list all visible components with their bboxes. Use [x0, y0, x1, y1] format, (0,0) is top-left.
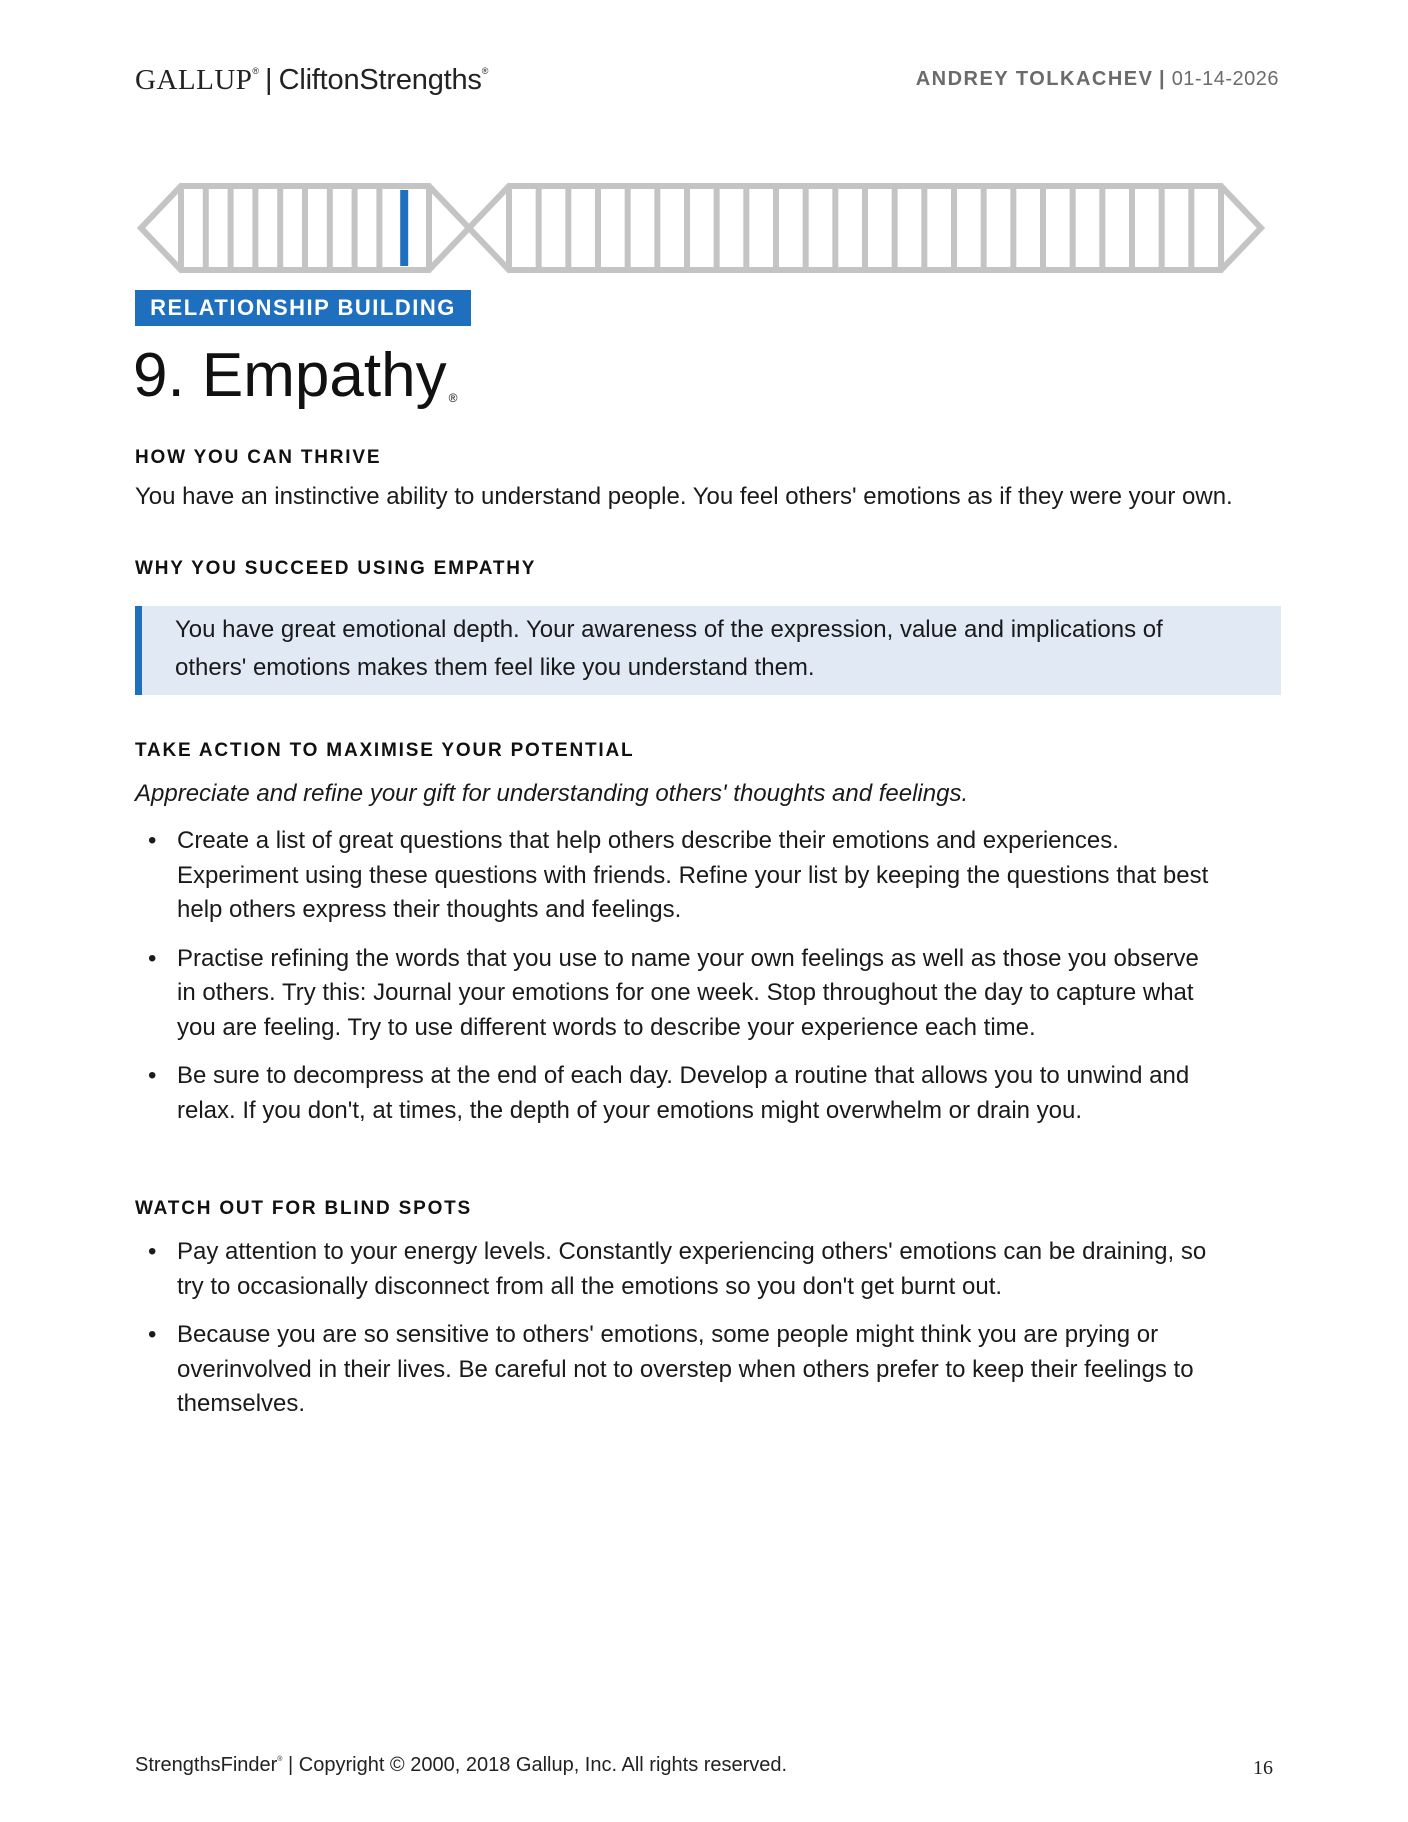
list-item-text: Pay attention to your energy levels. Constantly experiencing others' emotions can be draining, so try to occasionally disconnect from all the emotions so you don't get burnt out.: [177, 1238, 1207, 1300]
action-list: [135, 824, 1215, 1142]
theme-title-text: 9. Empathy: [133, 341, 447, 410]
list-item: [135, 942, 1215, 1046]
theme-title: [133, 336, 458, 416]
list-item-text: Practise refining the words that you use to name your own feelings as well as those you observe in others. Try this: Journal your emotions for one week. Stop throughout the day to capture what you are feeling. Try to use different words to describe your experience each time.: [177, 944, 1199, 1041]
list-item: [135, 1318, 1215, 1422]
blind-spots-list: [135, 1235, 1215, 1436]
list-item-text: Because you are so sensitive to others' emotions, some people might think you are prying or overinvolved in their lives. Be careful not to overstep when others prefer to keep their feelings to themselves.: [177, 1321, 1194, 1417]
user-name: ANDREY TOLKACHEV: [915, 68, 1154, 90]
why-callout-text: You have great emotional depth. Your awareness of the expression, value and implications of others' emotions makes them feel like you understand them.: [175, 616, 1163, 681]
strength-rank-graphic: [135, 178, 1275, 278]
list-item: [135, 1059, 1215, 1128]
report-date: 01-14-2026: [1171, 68, 1279, 90]
logo-separator: |: [265, 64, 273, 96]
footer-copyright-text: | Copyright © 2000, 2018 Gallup, Inc. All rights reserved.: [288, 1754, 788, 1776]
list-item-text: Be sure to decompress at the end of each day. Develop a routine that allows you to unwind and relax. If you don't, at times, the depth of your emotions might overwhelm or drain you.: [177, 1062, 1190, 1124]
gallup-cliftonstrengths-logo: GALLUP® | CliftonStrengths®: [135, 64, 489, 96]
page-number: 16: [1253, 1757, 1273, 1779]
bullet-icon: •: [148, 827, 157, 854]
list-item: [135, 1235, 1215, 1304]
bullet-icon: •: [148, 1238, 157, 1265]
bullet-icon: •: [148, 944, 157, 972]
thrive-heading: HOW YOU CAN THRIVE: [135, 447, 382, 468]
gallup-wordmark: GALLUP: [135, 64, 253, 96]
why-heading: WHY YOU SUCCEED USING EMPATHY: [135, 558, 537, 579]
footer-product: StrengthsFinder: [135, 1754, 278, 1776]
registered-mark: ®: [448, 391, 458, 405]
action-heading: TAKE ACTION TO MAXIMISE YOUR POTENTIAL: [135, 740, 635, 761]
bullet-icon: •: [148, 1062, 157, 1089]
list-item: [135, 824, 1215, 928]
header-separator: |: [1159, 68, 1167, 90]
cliftonstrengths-wordmark: CliftonStrengths: [278, 64, 482, 96]
blind-spots-heading: WATCH OUT FOR BLIND SPOTS: [135, 1198, 473, 1219]
domain-badge: RELATIONSHIP BUILDING: [135, 290, 471, 326]
footer-copyright: StrengthsFinder® | Copyright © 2000, 2018 Gallup, Inc. All rights reserved.: [135, 1754, 788, 1776]
list-item-text: Create a list of great questions that help others describe their emotions and experiences. Experiment using these questions with friends. Refine your list by keeping the questions that best help others express their thoughts and feelings.: [177, 827, 1209, 923]
action-intro: Appreciate and refine your gift for understanding others' thoughts and feelings.: [135, 780, 969, 807]
report-owner-and-date: [916, 68, 1279, 91]
bullet-icon: •: [148, 1321, 157, 1348]
thrive-text: You have an instinctive ability to understand people. You feel others' emotions as if they were your own.: [135, 483, 1233, 510]
